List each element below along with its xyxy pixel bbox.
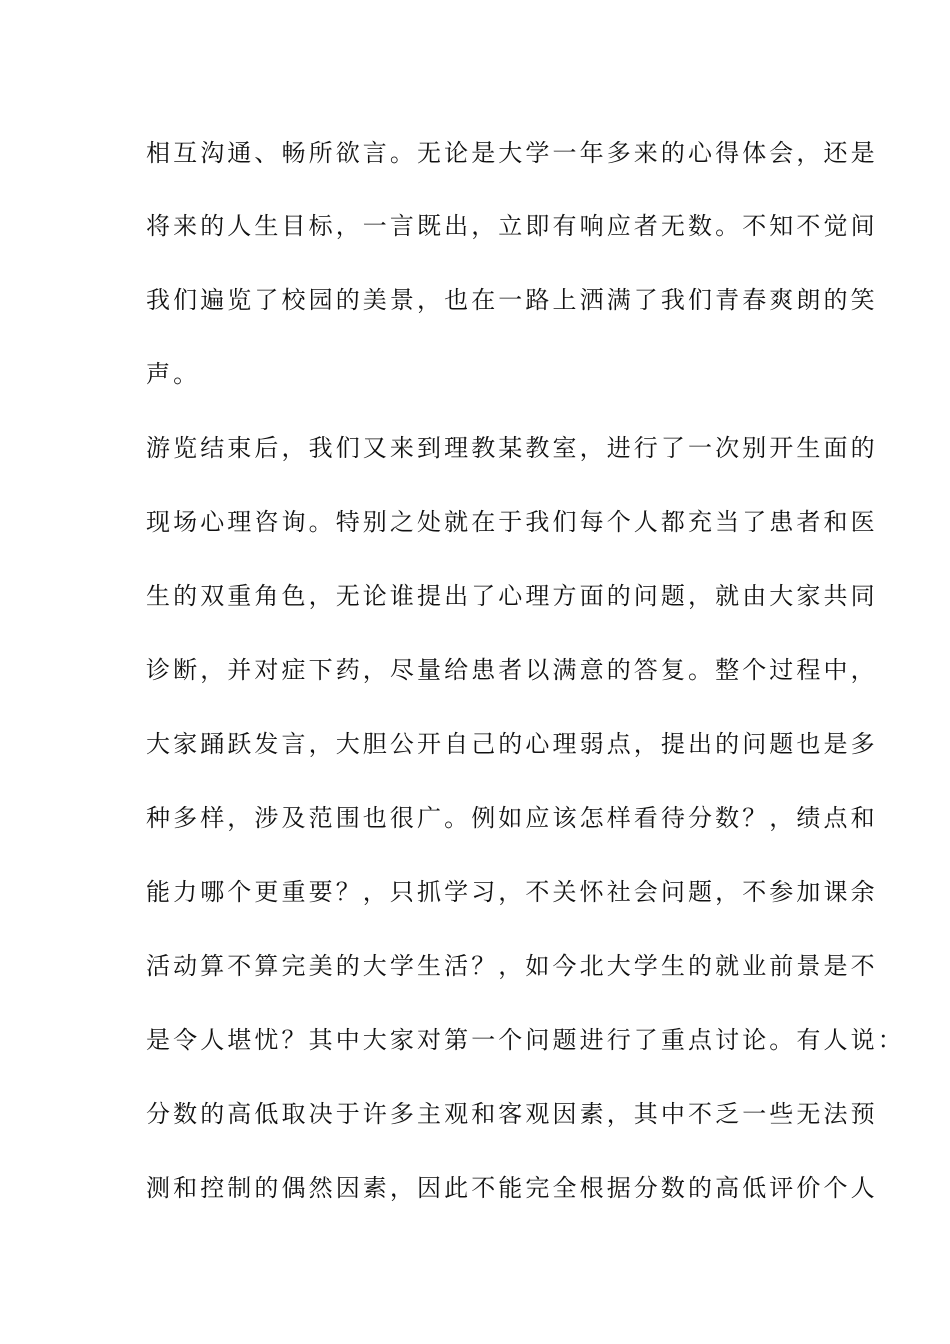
text-line: 能力哪个更重要？，只抓学习，不关怀社会问题，不参加课余 [146,878,878,906]
text-line: 现场心理咨询。特别之处就在于我们每个人都充当了患者和医 [146,508,878,536]
text-line: 诊断，并对症下药，尽量给患者以满意的答复。整个过程中， [146,656,878,684]
text-line: 活动算不算完美的大学生活？，如今北大学生的就业前景是不 [146,952,878,980]
text-line: 生的双重角色，无论谁提出了心理方面的问题，就由大家共同 [146,582,878,610]
text-line: 声。 [146,360,201,388]
text-line: 游览结束后，我们又来到理教某教室，进行了一次别开生面的 [146,434,878,462]
text-line: 测和控制的偶然因素，因此不能完全根据分数的高低评价个人 [146,1174,878,1202]
text-line: 相互沟通、畅所欲言。无论是大学一年多来的心得体会，还是 [146,139,878,167]
text-line: 将来的人生目标，一言既出，立即有响应者无数。不知不觉间 [146,212,878,240]
text-line: 大家踊跃发言，大胆公开自己的心理弱点，提出的问题也是多 [146,730,878,758]
text-line: 我们遍览了校园的美景，也在一路上洒满了我们青春爽朗的笑 [146,286,878,314]
text-line: 是令人堪忧？其中大家对第一个问题进行了重点讨论。有人说： [146,1026,905,1054]
text-line: 种多样，涉及范围也很广。例如应该怎样看待分数？，绩点和 [146,804,878,832]
text-line: 分数的高低取决于许多主观和客观因素，其中不乏一些无法预 [146,1100,878,1128]
